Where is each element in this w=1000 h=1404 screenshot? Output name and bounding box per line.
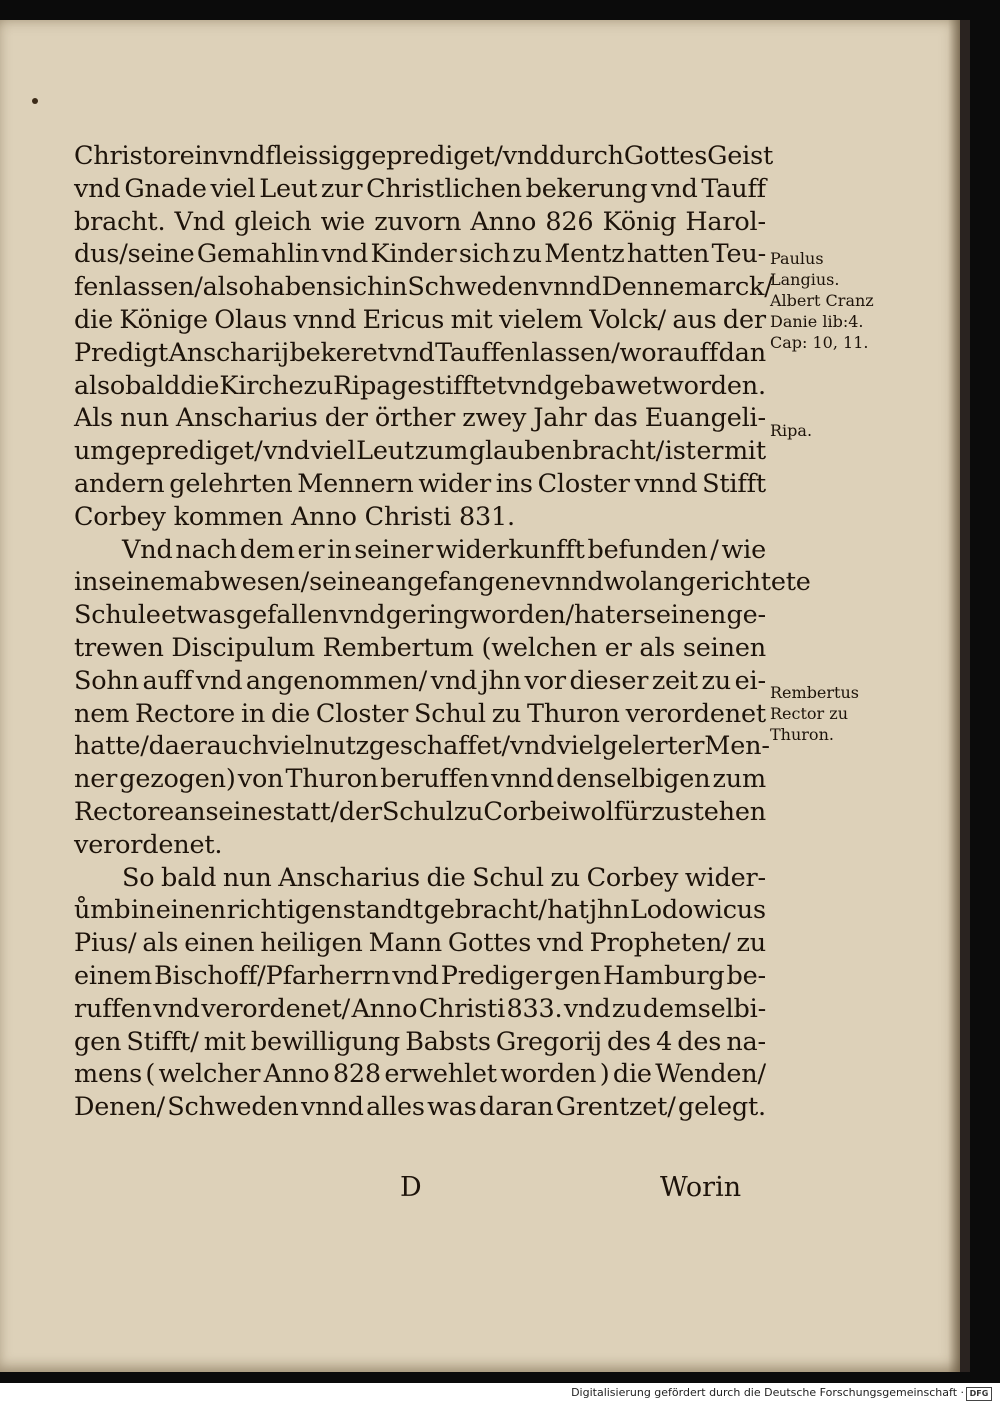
text-line: Sohn auff vnd angenommen/ vnd jhn vor dieser zeit zu ei- bbox=[74, 665, 766, 696]
margin-note-line: Rembertus bbox=[770, 683, 859, 702]
text-line: Rectore an seine statt/der Schul zu Corbei wol für zustehen bbox=[74, 796, 766, 827]
text-line: ruffen vnd verordenet/ Anno Christi 833. vnd zu demselbi- bbox=[74, 993, 766, 1024]
text-line: bracht. Vnd gleich wie zuvorn Anno 826 König Harol- bbox=[74, 206, 766, 237]
margin-note-line: Ripa. bbox=[770, 421, 813, 440]
dfg-logo-icon: DFG bbox=[966, 1387, 992, 1401]
footer-bar bbox=[0, 1383, 1000, 1404]
text-line: einem Bischoff/Pfarherrn vnd Prediger gen Hamburg be- bbox=[74, 960, 766, 991]
text-line: andern gelehrten Mennern wider ins Closter vnnd Stifft bbox=[74, 468, 766, 499]
book-page bbox=[0, 20, 962, 1372]
text-line: gen Stifft/ mit bewilligung Babsts Gregorij des 4 des na- bbox=[74, 1026, 766, 1057]
margin-note-line: Albert Cranz bbox=[770, 291, 874, 310]
text-line: Pius/ als einen heiligen Mann Gottes vnd Propheten/ zu bbox=[74, 928, 766, 959]
text-line: verordenet. bbox=[74, 829, 223, 860]
margin-note-line: Thuron. bbox=[770, 725, 834, 744]
text-line: um geprediget/ vnd viel Leut zum glauben bracht/ ist er mit bbox=[74, 436, 766, 467]
margin-note-line: Paulus bbox=[770, 249, 824, 268]
text-line: hatte/ da er auch viel nutz geschaffet/ vnd viel gelerter Men- bbox=[74, 731, 770, 762]
text-line: in seinem abwesen/ seine angefangene vnnd wol angerichtete bbox=[74, 567, 811, 598]
text-line: Schule etwas gefallen vnd gering worden/hat er seinen ge- bbox=[74, 600, 766, 631]
text-line: Denen/ Schweden vnnd alles was daran Grentzet/ gelegt. bbox=[74, 1092, 766, 1123]
footer-credit: Digitalisierung gefördert durch die Deutsche Forschungsgemeinschaft · bbox=[571, 1386, 964, 1399]
text-line: Christo rein vnd fleissig geprediget/ vnd durch Gottes Geist bbox=[74, 141, 774, 171]
text-line: fen lassen/also haben sich in Schweden vnnd Dennemarck/ bbox=[74, 272, 773, 303]
signature-mark: D bbox=[400, 1172, 422, 1203]
text-line: Als nun Anscharius der örther zwey Jahr das Euangeli- bbox=[74, 403, 766, 434]
margin-note-line: Langius. bbox=[770, 270, 840, 289]
text-line: vnd Gnade viel Leut zur Christlichen bekerung vnd Tauff bbox=[74, 173, 766, 204]
text-line: Corbey kommen Anno Christi 831. bbox=[74, 501, 515, 532]
text-line: trewen Discipulum Rembertum (welchen er als seinen bbox=[74, 632, 766, 663]
ink-speck bbox=[32, 98, 38, 104]
margin-note-line: Cap: 10, 11. bbox=[770, 333, 869, 352]
text-line: ůmb in einen richtigen standt gebracht/ hat jhn Lodowicus bbox=[74, 895, 766, 926]
margin-note-line: Rector zu bbox=[770, 704, 849, 723]
text-line: nem Rectore in die Closter Schul zu Thuron verordenet bbox=[74, 698, 766, 729]
margin-note bbox=[770, 420, 812, 441]
text-line: mens ( welcher Anno 828 erwehlet worden ) die Wenden/ bbox=[74, 1059, 766, 1090]
text-line: So bald nun Anscharius die Schul zu Corbey wider- bbox=[122, 862, 766, 893]
text-line: also bald die Kirche zu Ripa gestifftet vnd gebawet worden. bbox=[74, 370, 766, 401]
margin-note bbox=[770, 248, 874, 353]
text-line: Predigt Anscharij bekeret vnd Tauffen lassen/worauff dan bbox=[74, 337, 766, 368]
margin-note-line: Danie lib:4. bbox=[770, 312, 864, 331]
margin-note bbox=[770, 682, 859, 745]
catchword: Worin bbox=[660, 1172, 742, 1203]
text-line: die Könige Olaus vnnd Ericus mit vielem Volck/ aus der bbox=[74, 304, 766, 335]
text-line: Vnd nach dem er in seiner widerkunfft befunden / wie bbox=[122, 534, 766, 565]
text-line: dus/seine Gemahlin vnd Kinder sich zu Mentz hatten Teu- bbox=[74, 239, 766, 270]
text-line: ner gezogen) von Thuron beruffen vnnd denselbigen zum bbox=[74, 764, 766, 795]
